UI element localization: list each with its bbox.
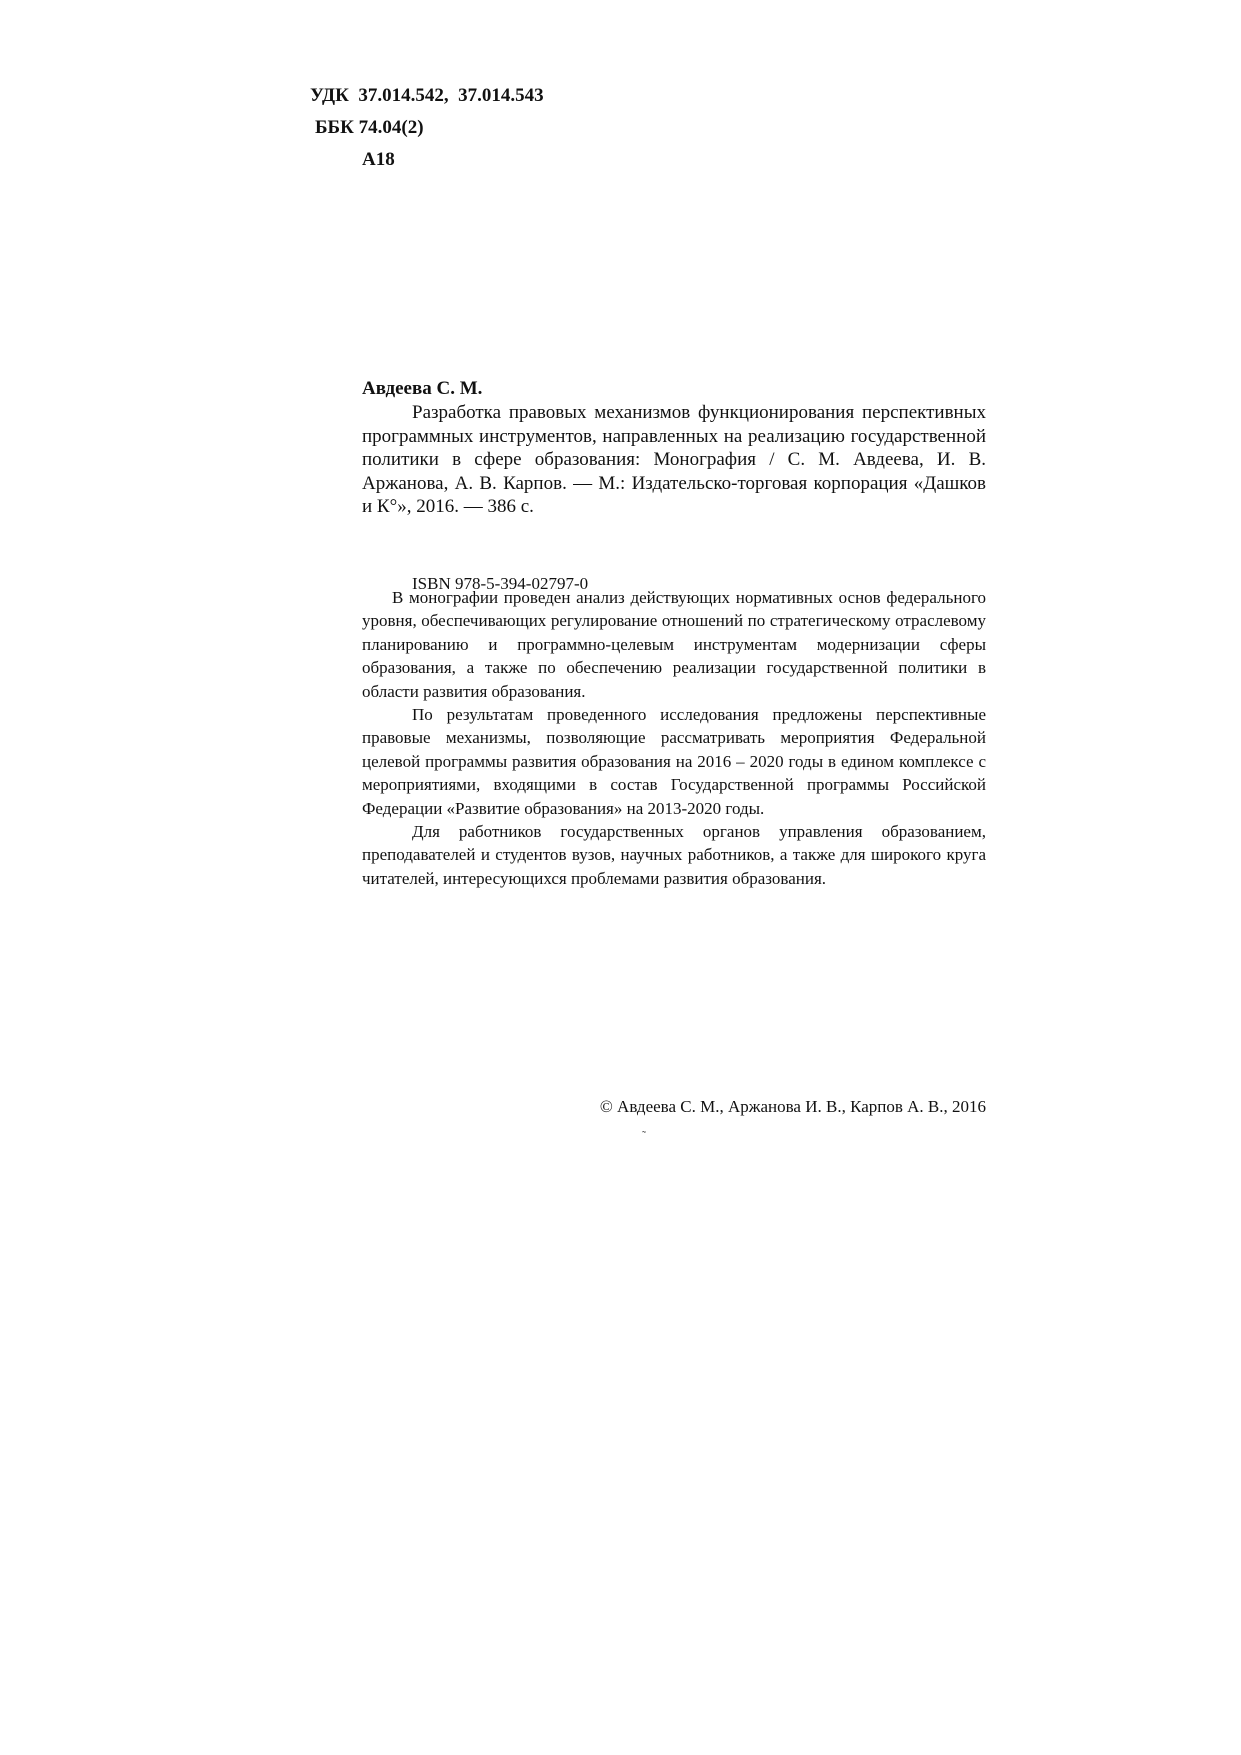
udk-code: УДК 37.014.542, 37.014.543 <box>310 85 544 106</box>
isbn: ISBN 978-5-394-02797-0 <box>412 574 589 593</box>
annotation-paragraph: Для работников государственных органов управления образованием, преподавателей и студентов вузов, научных работников, а также для широкого круга читателей, интересующихся проблемами развития образования. <box>362 822 986 888</box>
record-author: Авдеева С. М. <box>362 378 483 399</box>
page-mark: ˜ <box>642 1128 646 1142</box>
author-sign: А18 <box>362 149 395 170</box>
bibliographic-description: Разработка правовых механизмов функционирования перспективных программных инструментов, направленных на реализацию государственной политики в сфере образования: Монография / С. М. Авдеева, И. В. Аржанова, А. В. Карпов. — М.: Издательско-торговая корпорация «Дашков и К°», 2016. — 386 с. <box>362 402 986 518</box>
bbk-code: ББК 74.04(2) <box>315 117 424 138</box>
annotation-paragraph: По результатам проведенного исследования предложены перспективные правовые механизмы, позволяющие рассматривать мероприятия Федеральной целевой программы развития образования на 2016 – 2020 годы в едином комплексе с мероприятиями, входящими в состав Государственной программы Российской Федерации «Развитие образования» на 2013-2020 годы. <box>362 705 986 818</box>
annotation <box>362 586 986 890</box>
copyright-notice: © Авдеева С. М., Аржанова И. В., Карпов А. В., 2016 <box>599 1097 986 1116</box>
annotation-paragraph: В монографии проведен анализ действующих нормативных основ федерального уровня, обеспечивающих регулирование отношений по стратегическому отраслевому планированию и программно-целевым инструментам модернизации сферы образования, а также по обеспечению реализации государственной политики в области развития образования. <box>362 588 986 701</box>
